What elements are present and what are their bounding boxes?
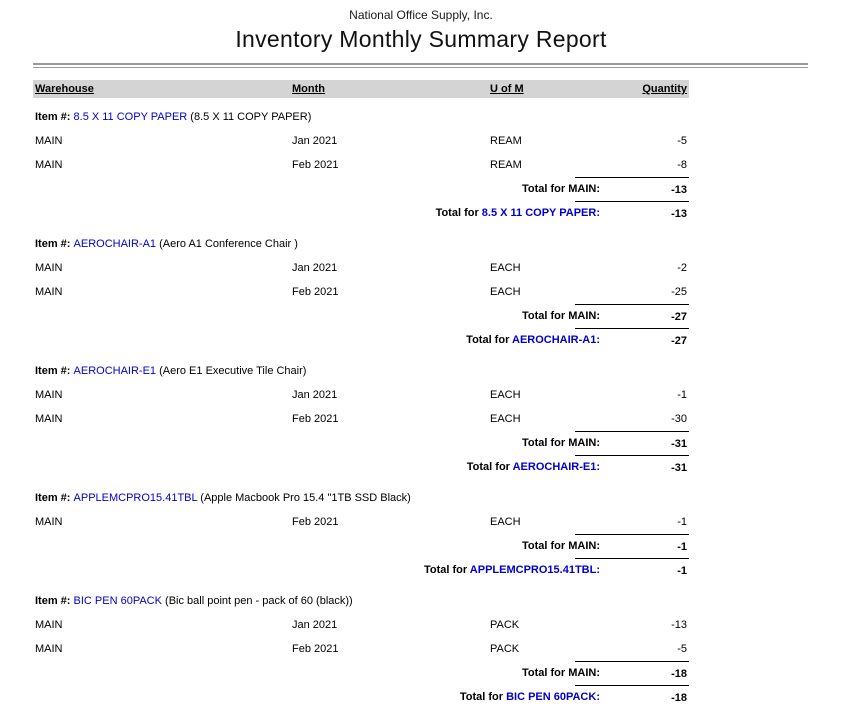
header-divider bbox=[33, 63, 808, 68]
inventory-row bbox=[33, 129, 689, 153]
warehouse-total-label: Total for MAIN: bbox=[521, 667, 600, 679]
table-header-row bbox=[33, 80, 689, 98]
quantity-cell: -30 bbox=[671, 413, 687, 425]
item-header-row bbox=[33, 589, 689, 613]
item-total-item-number[interactable]: APPLEMCPRO15.41TBL: bbox=[469, 564, 600, 576]
warehouse-cell: MAIN bbox=[35, 135, 63, 147]
item-group bbox=[33, 486, 689, 582]
month-cell: Jan 2021 bbox=[292, 619, 338, 631]
item-group bbox=[33, 232, 689, 352]
quantity-cell: -8 bbox=[677, 159, 687, 171]
month-cell: Jan 2021 bbox=[292, 135, 338, 147]
month-cell: Feb 2021 bbox=[292, 286, 339, 298]
item-number-link[interactable]: AEROCHAIR-E1 bbox=[73, 365, 157, 377]
item-total-row bbox=[33, 201, 689, 225]
item-number-label: Item #: bbox=[35, 365, 74, 377]
quantity-cell: -25 bbox=[671, 286, 687, 298]
item-total-prefix: Total for bbox=[466, 461, 513, 473]
item-total-label bbox=[58, 685, 600, 709]
quantity-cell: -1 bbox=[677, 389, 687, 401]
warehouse-total-row bbox=[33, 304, 689, 328]
item-total-item-number[interactable]: BIC PEN 60PACK: bbox=[506, 691, 600, 703]
warehouse-total-label: Total for MAIN: bbox=[521, 437, 600, 449]
item-total-quantity: -27 bbox=[575, 328, 689, 352]
item-total-row bbox=[33, 328, 689, 352]
inventory-row bbox=[33, 510, 689, 534]
month-cell: Jan 2021 bbox=[292, 262, 338, 274]
quantity-cell: -2 bbox=[677, 262, 687, 274]
warehouse-total-label: Total for MAIN: bbox=[521, 310, 600, 322]
uofm-cell: EACH bbox=[490, 286, 521, 298]
warehouse-cell: MAIN bbox=[35, 389, 63, 401]
item-description: (Aero A1 Conference Chair ) bbox=[156, 238, 298, 250]
column-header-uofm: U of M bbox=[490, 83, 524, 95]
warehouse-total-quantity: -27 bbox=[575, 304, 689, 328]
item-group bbox=[33, 589, 689, 709]
uofm-cell: PACK bbox=[490, 619, 520, 631]
warehouse-total-row bbox=[33, 534, 689, 558]
item-total-label bbox=[58, 201, 600, 225]
warehouse-cell: MAIN bbox=[35, 516, 63, 528]
month-cell: Jan 2021 bbox=[292, 389, 338, 401]
item-number-label: Item #: bbox=[35, 492, 74, 504]
warehouse-cell: MAIN bbox=[35, 643, 63, 655]
item-header-row bbox=[33, 359, 689, 383]
item-number-link[interactable]: AEROCHAIR-A1 bbox=[73, 238, 157, 250]
item-total-quantity: -13 bbox=[575, 201, 689, 225]
item-total-prefix: Total for bbox=[435, 207, 482, 219]
item-total-quantity: -1 bbox=[575, 558, 689, 582]
item-description: (Apple Macbook Pro 15.4 "1TB SSD Black) bbox=[197, 492, 411, 504]
inventory-row bbox=[33, 407, 689, 431]
warehouse-cell: MAIN bbox=[35, 413, 63, 425]
uofm-cell: REAM bbox=[490, 159, 522, 171]
item-total-row bbox=[33, 685, 689, 709]
report-table bbox=[33, 80, 689, 709]
warehouse-total-row bbox=[33, 177, 689, 201]
item-total-prefix: Total for bbox=[466, 334, 512, 346]
item-total-row bbox=[33, 455, 689, 479]
item-total-quantity: -31 bbox=[575, 455, 689, 479]
item-total-prefix: Total for bbox=[423, 564, 470, 576]
warehouse-cell: MAIN bbox=[35, 159, 63, 171]
quantity-cell: -13 bbox=[671, 619, 687, 631]
item-group bbox=[33, 359, 689, 479]
item-total-item-number[interactable]: AEROCHAIR-A1: bbox=[512, 334, 600, 346]
report-title: Inventory Monthly Summary Report bbox=[235, 26, 607, 52]
warehouse-total-label: Total for MAIN: bbox=[521, 540, 600, 552]
inventory-row bbox=[33, 153, 689, 177]
company-name: National Office Supply, Inc. bbox=[349, 8, 493, 22]
item-header-row bbox=[33, 486, 689, 510]
warehouse-total-row bbox=[33, 661, 689, 685]
item-number-label: Item #: bbox=[35, 595, 74, 607]
warehouse-total-quantity: -1 bbox=[575, 534, 689, 558]
uofm-cell: EACH bbox=[490, 413, 521, 425]
uofm-cell: REAM bbox=[490, 135, 522, 147]
item-number-link[interactable]: APPLEMCPRO15.41TBL bbox=[73, 492, 198, 504]
warehouse-cell: MAIN bbox=[35, 286, 63, 298]
inventory-row bbox=[33, 256, 689, 280]
item-total-label bbox=[58, 328, 600, 352]
item-description: (8.5 X 11 COPY PAPER) bbox=[187, 111, 312, 123]
warehouse-total-quantity: -13 bbox=[575, 177, 689, 201]
item-total-label bbox=[58, 455, 600, 479]
item-header-row bbox=[33, 232, 689, 256]
warehouse-total-label: Total for MAIN: bbox=[521, 183, 600, 195]
item-total-item-number[interactable]: AEROCHAIR-E1: bbox=[512, 461, 600, 473]
inventory-row bbox=[33, 613, 689, 637]
month-cell: Feb 2021 bbox=[292, 516, 339, 528]
item-total-label bbox=[58, 558, 600, 582]
warehouse-cell: MAIN bbox=[35, 619, 63, 631]
column-header-warehouse: Warehouse bbox=[35, 83, 94, 95]
warehouse-total-quantity: -18 bbox=[575, 661, 689, 685]
month-cell: Feb 2021 bbox=[292, 643, 339, 655]
inventory-row bbox=[33, 383, 689, 407]
item-description: (Bic ball point pen - pack of 60 (black)) bbox=[161, 595, 353, 607]
item-number-link[interactable]: BIC PEN 60PACK bbox=[73, 595, 162, 607]
item-group bbox=[33, 105, 689, 225]
quantity-cell: -5 bbox=[677, 643, 687, 655]
quantity-cell: -1 bbox=[677, 516, 687, 528]
item-header-row bbox=[33, 105, 689, 129]
item-number-label: Item #: bbox=[35, 111, 74, 123]
uofm-cell: EACH bbox=[490, 516, 521, 528]
warehouse-total-row bbox=[33, 431, 689, 455]
month-cell: Feb 2021 bbox=[292, 159, 339, 171]
warehouse-total-quantity: -31 bbox=[575, 431, 689, 455]
uofm-cell: PACK bbox=[490, 643, 520, 655]
item-total-quantity: -18 bbox=[575, 685, 689, 709]
item-total-item-number[interactable]: 8.5 X 11 COPY PAPER: bbox=[481, 207, 600, 219]
column-header-month: Month bbox=[292, 83, 325, 95]
item-description: (Aero E1 Executive Tile Chair) bbox=[156, 365, 307, 377]
item-number-link[interactable]: 8.5 X 11 COPY PAPER bbox=[73, 111, 188, 123]
inventory-row bbox=[33, 280, 689, 304]
quantity-cell: -5 bbox=[677, 135, 687, 147]
inventory-row bbox=[33, 637, 689, 661]
item-number-label: Item #: bbox=[35, 238, 74, 250]
warehouse-cell: MAIN bbox=[35, 262, 63, 274]
item-total-row bbox=[33, 558, 689, 582]
report-body bbox=[33, 105, 689, 709]
uofm-cell: EACH bbox=[490, 389, 521, 401]
column-header-quantity: Quantity bbox=[642, 83, 687, 95]
uofm-cell: EACH bbox=[490, 262, 521, 274]
month-cell: Feb 2021 bbox=[292, 413, 339, 425]
item-total-prefix: Total for bbox=[459, 691, 507, 703]
